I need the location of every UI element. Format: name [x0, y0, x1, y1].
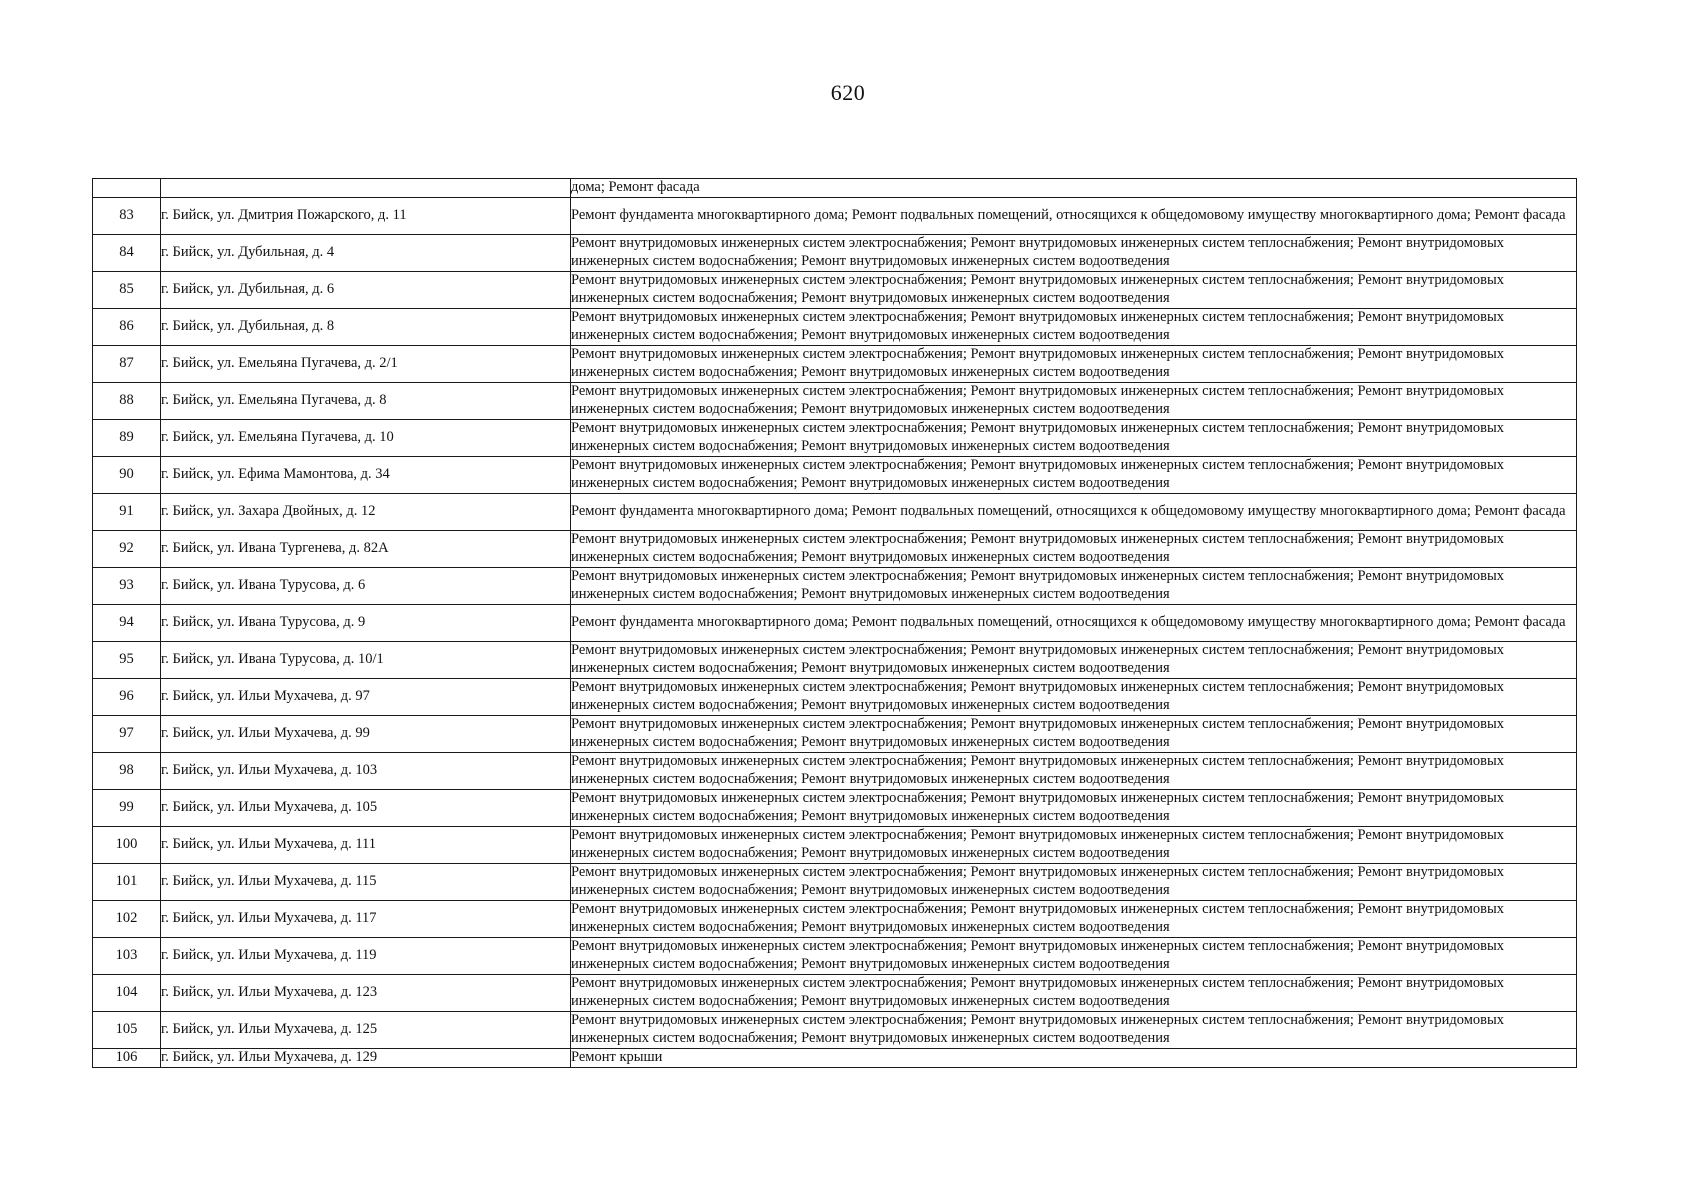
- work-types-cell: Ремонт внутридомовых инженерных систем электроснабжения; Ремонт внутридомовых инженерных систем теплоснабжения; Ремонт внутридомовых инженерных систем водоснабжения; Ремонт внутридомовых инженерных систем водоотведения: [571, 234, 1577, 271]
- row-number-cell: 90: [93, 456, 161, 493]
- address-cell: г. Бийск, ул. Ивана Турусова, д. 10/1: [161, 641, 571, 678]
- work-types-cell: Ремонт внутридомовых инженерных систем электроснабжения; Ремонт внутридомовых инженерных систем теплоснабжения; Ремонт внутридомовых инженерных систем водоснабжения; Ремонт внутридомовых инженерных систем водоотведения: [571, 456, 1577, 493]
- table-row: [93, 234, 1577, 271]
- table-row: [93, 456, 1577, 493]
- work-types-cell: Ремонт внутридомовых инженерных систем электроснабжения; Ремонт внутридомовых инженерных систем теплоснабжения; Ремонт внутридомовых инженерных систем водоснабжения; Ремонт внутридомовых инженерных систем водоотведения: [571, 678, 1577, 715]
- table-row-continuation: [93, 179, 1577, 198]
- table-row: [93, 271, 1577, 308]
- table-row: [93, 715, 1577, 752]
- row-number-cell: 94: [93, 604, 161, 641]
- address-cell: г. Бийск, ул. Ильи Мухачева, д. 105: [161, 789, 571, 826]
- address-cell: г. Бийск, ул. Дубильная, д. 4: [161, 234, 571, 271]
- work-types-cell: Ремонт внутридомовых инженерных систем электроснабжения; Ремонт внутридомовых инженерных систем теплоснабжения; Ремонт внутридомовых инженерных систем водоснабжения; Ремонт внутридомовых инженерных систем водоотведения: [571, 863, 1577, 900]
- work-types-cell: Ремонт внутридомовых инженерных систем электроснабжения; Ремонт внутридомовых инженерных систем теплоснабжения; Ремонт внутридомовых инженерных систем водоснабжения; Ремонт внутридомовых инженерных систем водоотведения: [571, 345, 1577, 382]
- work-types-cell: Ремонт фундамента многоквартирного дома; Ремонт подвальных помещений, относящихся к общедомовому имуществу многоквартирного дома; Ремонт фасада: [571, 604, 1577, 641]
- work-types-cell: Ремонт внутридомовых инженерных систем электроснабжения; Ремонт внутридомовых инженерных систем теплоснабжения; Ремонт внутридомовых инженерных систем водоснабжения; Ремонт внутридомовых инженерных систем водоотведения: [571, 974, 1577, 1011]
- work-types-cell: Ремонт внутридомовых инженерных систем электроснабжения; Ремонт внутридомовых инженерных систем теплоснабжения; Ремонт внутридомовых инженерных систем водоснабжения; Ремонт внутридомовых инженерных систем водоотведения: [571, 567, 1577, 604]
- address-cell: г. Бийск, ул. Ивана Тургенева, д. 82А: [161, 530, 571, 567]
- table-row: [93, 493, 1577, 530]
- table-row: [93, 789, 1577, 826]
- table-row: [93, 308, 1577, 345]
- work-types-cell: Ремонт внутридомовых инженерных систем электроснабжения; Ремонт внутридомовых инженерных систем теплоснабжения; Ремонт внутридомовых инженерных систем водоснабжения; Ремонт внутридомовых инженерных систем водоотведения: [571, 271, 1577, 308]
- table-row: [93, 900, 1577, 937]
- address-cell: г. Бийск, ул. Ильи Мухачева, д. 123: [161, 974, 571, 1011]
- row-number-cell: 106: [93, 1048, 161, 1067]
- table-row: [93, 826, 1577, 863]
- page-number: 620: [830, 80, 866, 105]
- work-types-cell: Ремонт внутридомовых инженерных систем электроснабжения; Ремонт внутридомовых инженерных систем теплоснабжения; Ремонт внутридомовых инженерных систем водоснабжения; Ремонт внутридомовых инженерных систем водоотведения: [571, 789, 1577, 826]
- work-types-cell: Ремонт внутридомовых инженерных систем электроснабжения; Ремонт внутридомовых инженерных систем теплоснабжения; Ремонт внутридомовых инженерных систем водоснабжения; Ремонт внутридомовых инженерных систем водоотведения: [571, 641, 1577, 678]
- work-types-cell: Ремонт внутридомовых инженерных систем электроснабжения; Ремонт внутридомовых инженерных систем теплоснабжения; Ремонт внутридомовых инженерных систем водоснабжения; Ремонт внутридомовых инженерных систем водоотведения: [571, 900, 1577, 937]
- work-types-cell: Ремонт внутридомовых инженерных систем электроснабжения; Ремонт внутридомовых инженерных систем теплоснабжения; Ремонт внутридомовых инженерных систем водоснабжения; Ремонт внутридомовых инженерных систем водоотведения: [571, 308, 1577, 345]
- row-number-cell: 95: [93, 641, 161, 678]
- address-cell: г. Бийск, ул. Ивана Турусова, д. 9: [161, 604, 571, 641]
- table-row: [93, 530, 1577, 567]
- row-number-cell: 100: [93, 826, 161, 863]
- work-types-cell: Ремонт внутридомовых инженерных систем электроснабжения; Ремонт внутридомовых инженерных систем теплоснабжения; Ремонт внутридомовых инженерных систем водоснабжения; Ремонт внутридомовых инженерных систем водоотведения: [571, 937, 1577, 974]
- work-types-cell: Ремонт крыши: [571, 1048, 1577, 1067]
- row-number-cell: 105: [93, 1011, 161, 1048]
- work-types-cell: Ремонт внутридомовых инженерных систем электроснабжения; Ремонт внутридомовых инженерных систем теплоснабжения; Ремонт внутридомовых инженерных систем водоснабжения; Ремонт внутридомовых инженерных систем водоотведения: [571, 530, 1577, 567]
- table-row: [93, 197, 1577, 234]
- table-row: [93, 604, 1577, 641]
- row-number-cell: 85: [93, 271, 161, 308]
- work-types-cell: дома; Ремонт фасада: [571, 179, 1577, 198]
- repair-registry-table: [92, 178, 1577, 1068]
- table-row: [93, 752, 1577, 789]
- table-row: [93, 863, 1577, 900]
- row-number-cell: 86: [93, 308, 161, 345]
- row-number-cell: 103: [93, 937, 161, 974]
- table-row: [93, 1048, 1577, 1067]
- address-cell: г. Бийск, ул. Емельяна Пугачева, д. 8: [161, 382, 571, 419]
- address-cell: г. Бийск, ул. Ильи Мухачева, д. 125: [161, 1011, 571, 1048]
- address-cell: г. Бийск, ул. Емельяна Пугачева, д. 10: [161, 419, 571, 456]
- row-number-cell: 87: [93, 345, 161, 382]
- work-types-cell: Ремонт внутридомовых инженерных систем электроснабжения; Ремонт внутридомовых инженерных систем теплоснабжения; Ремонт внутридомовых инженерных систем водоснабжения; Ремонт внутридомовых инженерных систем водоотведения: [571, 382, 1577, 419]
- address-cell: [161, 179, 571, 198]
- work-types-cell: Ремонт внутридомовых инженерных систем электроснабжения; Ремонт внутридомовых инженерных систем теплоснабжения; Ремонт внутридомовых инженерных систем водоснабжения; Ремонт внутридомовых инженерных систем водоотведения: [571, 1011, 1577, 1048]
- address-cell: г. Бийск, ул. Ильи Мухачева, д. 117: [161, 900, 571, 937]
- address-cell: г. Бийск, ул. Ильи Мухачева, д. 119: [161, 937, 571, 974]
- work-types-cell: Ремонт фундамента многоквартирного дома; Ремонт подвальных помещений, относящихся к общедомовому имуществу многоквартирного дома; Ремонт фасада: [571, 493, 1577, 530]
- address-cell: г. Бийск, ул. Ивана Турусова, д. 6: [161, 567, 571, 604]
- work-types-cell: Ремонт внутридомовых инженерных систем электроснабжения; Ремонт внутридомовых инженерных систем теплоснабжения; Ремонт внутридомовых инженерных систем водоснабжения; Ремонт внутридомовых инженерных систем водоотведения: [571, 419, 1577, 456]
- row-number-cell: 89: [93, 419, 161, 456]
- address-cell: г. Бийск, ул. Ефима Мамонтова, д. 34: [161, 456, 571, 493]
- row-number-cell: 84: [93, 234, 161, 271]
- row-number-cell: 97: [93, 715, 161, 752]
- row-number-cell: [93, 179, 161, 198]
- table-row: [93, 567, 1577, 604]
- address-cell: г. Бийск, ул. Емельяна Пугачева, д. 2/1: [161, 345, 571, 382]
- row-number-cell: 93: [93, 567, 161, 604]
- address-cell: г. Бийск, ул. Дмитрия Пожарского, д. 11: [161, 197, 571, 234]
- row-number-cell: 92: [93, 530, 161, 567]
- address-cell: г. Бийск, ул. Ильи Мухачева, д. 99: [161, 715, 571, 752]
- address-cell: г. Бийск, ул. Дубильная, д. 8: [161, 308, 571, 345]
- table-row: [93, 1011, 1577, 1048]
- address-cell: г. Бийск, ул. Ильи Мухачева, д. 97: [161, 678, 571, 715]
- table-row: [93, 678, 1577, 715]
- table-row: [93, 382, 1577, 419]
- row-number-cell: 102: [93, 900, 161, 937]
- row-number-cell: 88: [93, 382, 161, 419]
- address-cell: г. Бийск, ул. Захара Двойных, д. 12: [161, 493, 571, 530]
- work-types-cell: Ремонт внутридомовых инженерных систем электроснабжения; Ремонт внутридомовых инженерных систем теплоснабжения; Ремонт внутридомовых инженерных систем водоснабжения; Ремонт внутридомовых инженерных систем водоотведения: [571, 752, 1577, 789]
- row-number-cell: 104: [93, 974, 161, 1011]
- table-row: [93, 345, 1577, 382]
- address-cell: г. Бийск, ул. Ильи Мухачева, д. 129: [161, 1048, 571, 1067]
- address-cell: г. Бийск, ул. Ильи Мухачева, д. 111: [161, 826, 571, 863]
- table-row: [93, 974, 1577, 1011]
- table-row: [93, 937, 1577, 974]
- table-row: [93, 641, 1577, 678]
- row-number-cell: 98: [93, 752, 161, 789]
- work-types-cell: Ремонт внутридомовых инженерных систем электроснабжения; Ремонт внутридомовых инженерных систем теплоснабжения; Ремонт внутридомовых инженерных систем водоснабжения; Ремонт внутридомовых инженерных систем водоотведения: [571, 715, 1577, 752]
- row-number-cell: 99: [93, 789, 161, 826]
- work-types-cell: Ремонт фундамента многоквартирного дома; Ремонт подвальных помещений, относящихся к общедомовому имуществу многоквартирного дома; Ремонт фасада: [571, 197, 1577, 234]
- address-cell: г. Бийск, ул. Дубильная, д. 6: [161, 271, 571, 308]
- address-cell: г. Бийск, ул. Ильи Мухачева, д. 115: [161, 863, 571, 900]
- address-cell: г. Бийск, ул. Ильи Мухачева, д. 103: [161, 752, 571, 789]
- registry-table-body: [93, 179, 1577, 1068]
- row-number-cell: 101: [93, 863, 161, 900]
- work-types-cell: Ремонт внутридомовых инженерных систем электроснабжения; Ремонт внутридомовых инженерных систем теплоснабжения; Ремонт внутридомовых инженерных систем водоснабжения; Ремонт внутридомовых инженерных систем водоотведения: [571, 826, 1577, 863]
- table-row: [93, 419, 1577, 456]
- row-number-cell: 96: [93, 678, 161, 715]
- row-number-cell: 83: [93, 197, 161, 234]
- row-number-cell: 91: [93, 493, 161, 530]
